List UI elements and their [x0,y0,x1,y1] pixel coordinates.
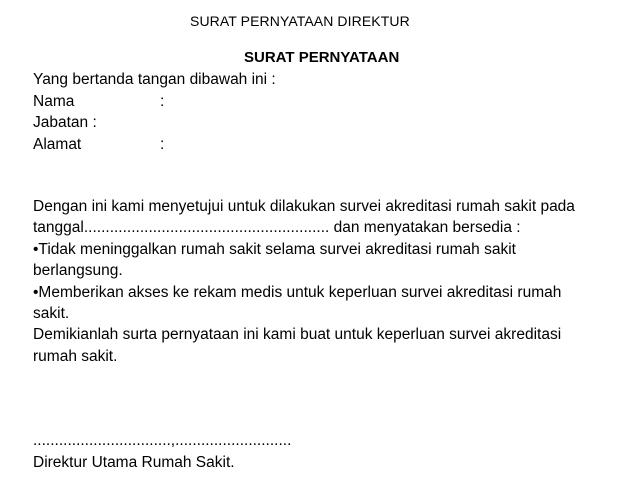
field-alamat-colon: : [160,136,165,153]
slide-header-title: SURAT PERNYATAAN DIREKTUR [190,13,410,29]
body-line: •Tidak meninggalkan rumah sakit selama survei akreditasi rumah sakit [33,241,516,258]
body-line: sakit. [33,305,70,322]
signature-place-date: ................................,........................... [33,432,292,449]
body-line: Dengan ini kami menyetujui untuk dilakukan survei akreditasi rumah sakit pada [33,198,575,215]
signature-role: Direktur Utama Rumah Sakit. [33,454,235,471]
body-line: rumah sakit. [33,348,118,365]
field-jabatan [33,113,97,133]
field-nama [33,92,165,112]
body-line: •Memberikan akses ke rekam medis untuk keperluan survei akreditasi rumah [33,284,562,301]
body-line: tanggal......................................................... dan menyatakan bersedia : [33,219,521,236]
field-jabatan-label: Jabatan : [33,114,97,131]
field-nama-label: Nama [33,93,75,110]
body-line: berlangsung. [33,262,123,279]
field-alamat-label: Alamat [33,136,82,153]
document-title: SURAT PERNYATAAN [244,49,400,66]
field-nama-colon: : [160,93,165,110]
intro-text: Yang bertanda tangan dibawah ini : [33,71,276,88]
field-alamat [33,135,165,155]
body-line: Demikianlah surta pernyataan ini kami buat untuk keperluan survei akreditasi [33,326,562,343]
